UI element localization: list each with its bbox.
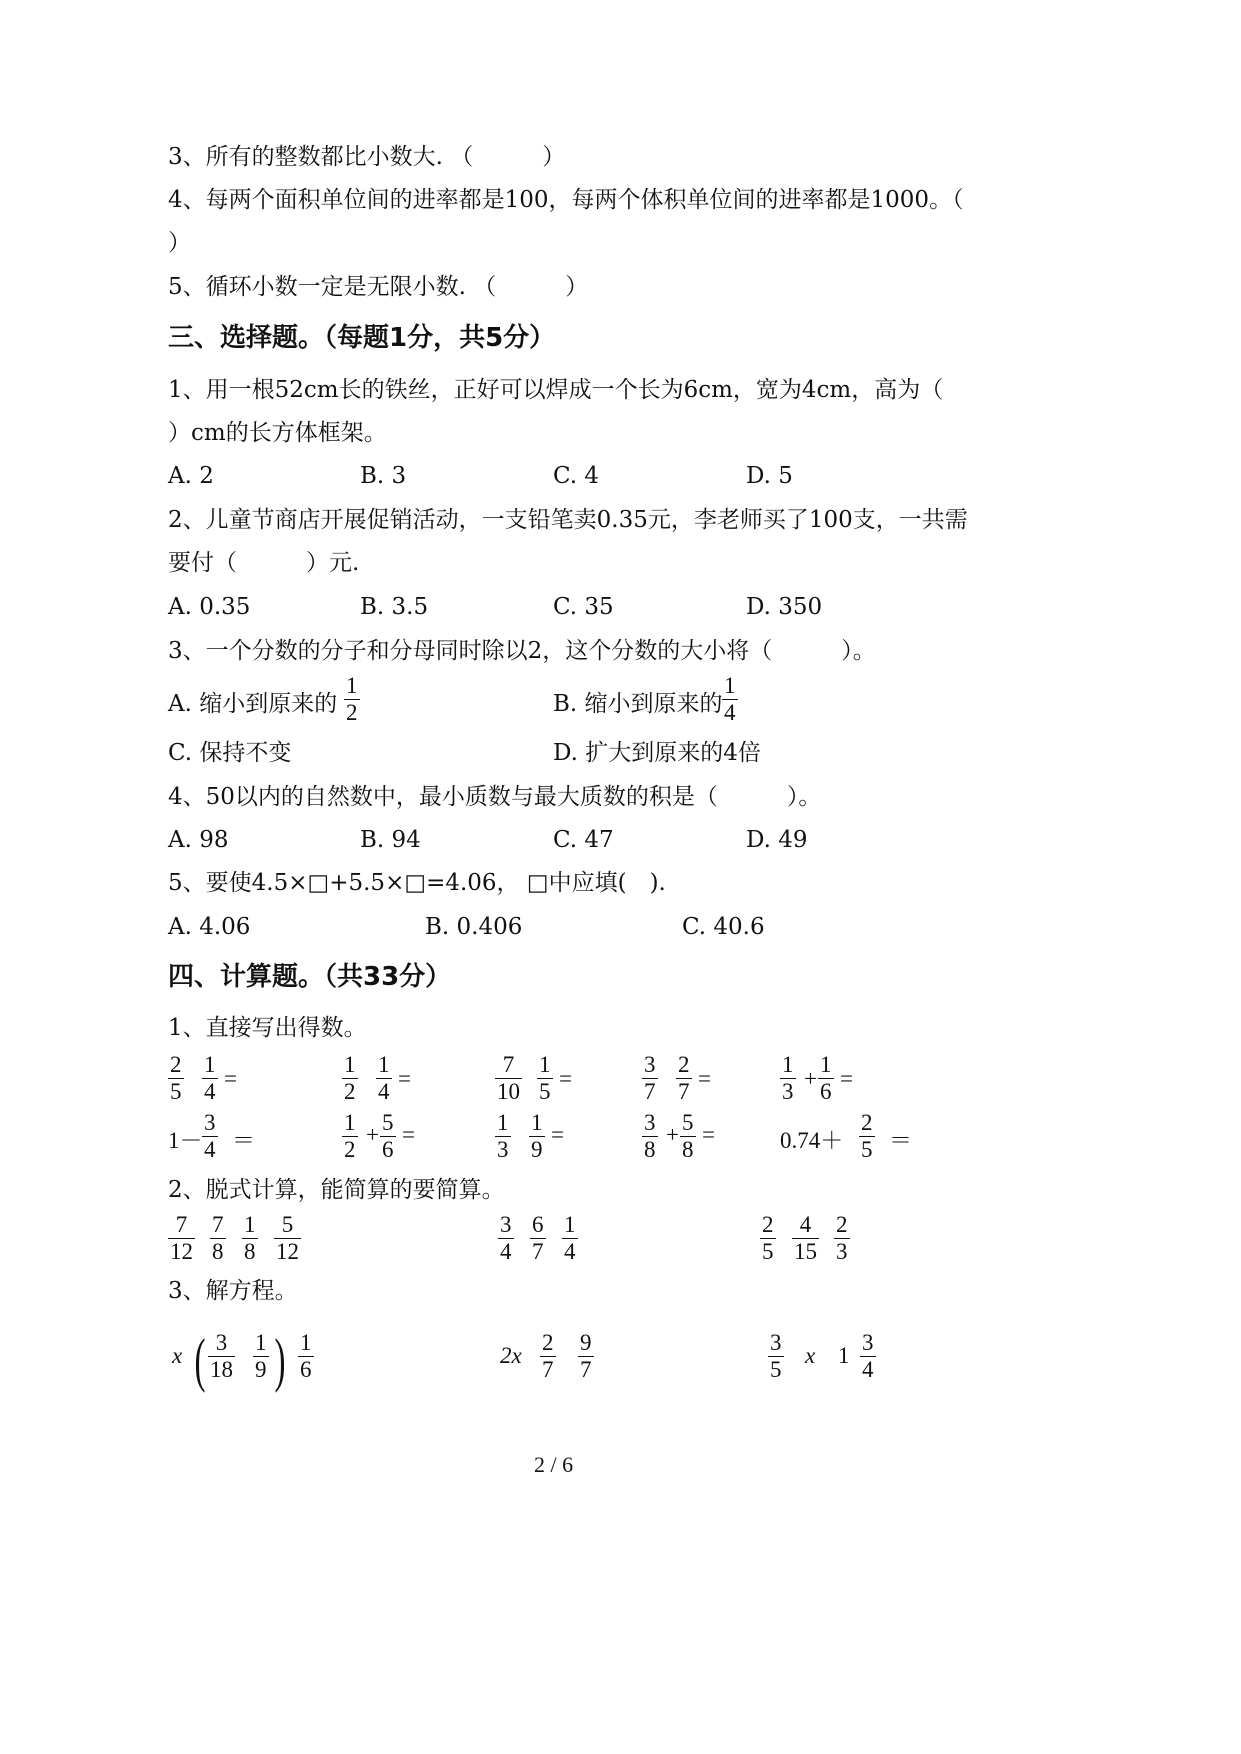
fraction-denominator: 2 (346, 700, 358, 725)
calc-expression-3-fraction (834, 1212, 850, 1265)
fraction-denominator: 3 (836, 1239, 848, 1264)
fraction-denominator: 4 (724, 700, 736, 725)
fraction-denominator: 8 (244, 1239, 256, 1264)
choice-question-4: 4、50以内的自然数中，最小质数与最大质数的积是（ ）。 (168, 784, 822, 810)
equation-2-rhs (578, 1330, 594, 1383)
expression-fraction-2 (676, 1052, 692, 1105)
calc-question-2: 2、脱式计算，能简算的要简算。 (168, 1177, 505, 1203)
fraction-numerator: 3 (644, 1110, 656, 1135)
fraction-numerator: 2 (836, 1212, 848, 1237)
expression-operator: + (366, 1122, 379, 1147)
equation-3-rhs (860, 1330, 876, 1383)
fraction-denominator: 5 (762, 1239, 774, 1264)
expression-equals: = (551, 1122, 564, 1147)
fraction-numerator: 7 (212, 1212, 224, 1237)
fraction-denominator: 2 (344, 1137, 356, 1162)
fraction-denominator: 6 (820, 1079, 832, 1104)
fraction-numerator: 1 (378, 1052, 390, 1077)
left-paren-icon: ( (194, 1327, 206, 1393)
expression-fraction-1 (780, 1052, 796, 1105)
fraction-denominator: 5 (770, 1357, 782, 1382)
fraction-numerator: 4 (799, 1212, 812, 1237)
fraction-denominator: 8 (644, 1137, 656, 1162)
expression-fraction-1 (642, 1052, 658, 1105)
fraction-numerator: 5 (281, 1212, 294, 1237)
equation-3-variable: x (805, 1343, 816, 1368)
fraction-denominator: 5 (170, 1079, 182, 1104)
fraction-numerator: 3 (204, 1110, 216, 1135)
choice-2-option-a: A. 0.35 (168, 594, 251, 620)
calc-expression-1-fraction (242, 1212, 258, 1265)
fraction-numerator: 1 (255, 1330, 267, 1355)
fraction-numerator: 3 (215, 1330, 228, 1355)
choice-question-2-line1: 2、儿童节商店开展促销活动，一支铅笔卖0.35元，李老师买了100支，一共需 (168, 507, 968, 533)
fraction-numerator: 1 (244, 1212, 256, 1237)
expression-fraction-2 (818, 1052, 834, 1105)
calc-expression-3-fraction (792, 1212, 819, 1265)
judge-question-4-line1: 4、每两个面积单位间的进率都是100，每两个体积单位间的进率都是1000。（ (168, 187, 964, 213)
calc-question-3: 3、解方程。 (168, 1278, 298, 1304)
choice-3-option-d: D. 扩大到原来的4倍 (553, 740, 761, 766)
fraction-denominator: 8 (212, 1239, 224, 1264)
calc-expression-2-fraction (562, 1212, 578, 1265)
choice-2-option-b: B. 3.5 (360, 594, 429, 620)
fraction-numerator: 5 (682, 1110, 694, 1135)
choice-3-option-a-fraction (344, 673, 360, 726)
judge-question-3: 3、所有的整数都比小数大. （ ） (168, 144, 566, 170)
fraction-denominator: 7 (532, 1239, 544, 1264)
fraction-numerator: 6 (532, 1212, 544, 1237)
fraction-numerator: 9 (580, 1330, 592, 1355)
right-paren-icon: ) (274, 1327, 286, 1393)
equation-1-rhs (298, 1330, 314, 1383)
choice-3-option-a: A. 缩小到原来的 (168, 691, 338, 717)
fraction-numerator: 1 (724, 673, 736, 698)
fraction-denominator: 12 (170, 1239, 193, 1264)
fraction-denominator: 15 (794, 1239, 817, 1264)
calc-expression-1-fraction (274, 1212, 301, 1265)
fraction-numerator: 1 (531, 1110, 543, 1135)
fraction-numerator: 1 (782, 1052, 794, 1077)
expression-fraction-1 (859, 1110, 875, 1163)
expression-equals: = (702, 1122, 715, 1147)
expression-equals: = (224, 1066, 237, 1091)
expression-equals: = (698, 1066, 711, 1091)
calc-expression-1-fraction (210, 1212, 226, 1265)
equation-3-fraction (768, 1330, 784, 1383)
page-number: 2 / 6 (534, 1452, 574, 1477)
calc-question-1: 1、直接写出得数。 (168, 1015, 367, 1041)
choice-question-1-line1: 1、用一根52cm长的铁丝，正好可以焊成一个长为6cm，宽为4cm，高为（ (168, 377, 944, 403)
expression-fraction-1 (168, 1052, 184, 1105)
expression-fraction-2 (202, 1052, 218, 1105)
expression-fraction-1 (342, 1052, 358, 1105)
choice-4-option-b: B. 94 (360, 827, 421, 853)
expression-fraction-1 (495, 1110, 511, 1163)
fraction-numerator: 7 (502, 1052, 515, 1077)
fraction-numerator: 2 (170, 1052, 182, 1077)
expression-fraction-2 (537, 1052, 553, 1105)
fraction-denominator: 7 (580, 1357, 592, 1382)
expression-prefix: 0.74＋ (780, 1128, 844, 1153)
section-3-title: 三、选择题。（每题1分，共5分） (168, 323, 556, 353)
expression-prefix: 1－ (168, 1128, 203, 1153)
fraction-numerator: 2 (861, 1110, 873, 1135)
choice-4-option-d: D. 49 (746, 827, 808, 853)
fraction-numerator: 1 (344, 1052, 356, 1077)
fraction-denominator: 6 (382, 1137, 394, 1162)
fraction-denominator: 6 (300, 1357, 312, 1382)
choice-5-option-c: C. 40.6 (682, 914, 765, 940)
fraction-numerator: 2 (542, 1330, 554, 1355)
fraction-numerator: 3 (500, 1212, 512, 1237)
fraction-denominator: 9 (255, 1357, 267, 1382)
fraction-numerator: 3 (862, 1330, 874, 1355)
calc-expression-3-fraction (760, 1212, 776, 1265)
fraction-denominator: 4 (204, 1079, 216, 1104)
expression-operator: + (666, 1122, 679, 1147)
fraction-numerator: 3 (770, 1330, 782, 1355)
fraction-numerator: 3 (644, 1052, 656, 1077)
choice-5-option-a: A. 4.06 (168, 914, 251, 940)
fraction-denominator: 3 (497, 1137, 509, 1162)
choice-2-option-d: D. 350 (746, 594, 823, 620)
expression-fraction-1 (342, 1110, 358, 1163)
choice-3-option-c: C. 保持不变 (168, 740, 292, 766)
choice-1-option-a: A. 2 (168, 463, 214, 489)
fraction-numerator: 1 (539, 1052, 551, 1077)
fraction-numerator: 1 (344, 1110, 356, 1135)
expression-equals: = (398, 1066, 411, 1091)
choice-1-option-d: D. 5 (746, 463, 793, 489)
expression-fraction-2 (529, 1110, 545, 1163)
fraction-denominator: 4 (378, 1079, 390, 1104)
choice-1-option-c: C. 4 (553, 463, 600, 489)
fraction-denominator: 2 (344, 1079, 356, 1104)
choice-5-option-b: B. 0.406 (425, 914, 523, 940)
equation-3-constant: 1 (838, 1343, 850, 1368)
choice-question-5: 5、要使4.5×□+5.5×□=4.06， □中应填( ). (168, 870, 666, 896)
fraction-denominator: 3 (782, 1079, 794, 1104)
choice-1-option-b: B. 3 (360, 463, 407, 489)
expression-fraction-2 (680, 1110, 696, 1163)
fraction-numerator: 7 (175, 1212, 188, 1237)
equation-1-variable: x (172, 1343, 183, 1368)
calc-expression-2-fraction (530, 1212, 546, 1265)
fraction-denominator: 4 (862, 1357, 874, 1382)
expression-equals: ＝ (232, 1128, 255, 1153)
expression-operator: + (804, 1066, 817, 1091)
judge-question-4-line2: ） (168, 230, 191, 256)
fraction-denominator: 4 (564, 1239, 576, 1264)
fraction-numerator: 2 (678, 1052, 690, 1077)
calc-expression-1-fraction (168, 1212, 195, 1265)
fraction-numerator: 1 (564, 1212, 576, 1237)
judge-question-5: 5、循环小数一定是无限小数. （ ） (168, 274, 589, 300)
choice-question-3: 3、一个分数的分子和分母同时除以2，这个分数的大小将（ ）。 (168, 638, 876, 664)
fraction-denominator: 18 (210, 1357, 233, 1382)
fraction-denominator: 4 (500, 1239, 512, 1264)
choice-3-option-b: B. 缩小到原来的 (553, 691, 723, 717)
fraction-numerator: 5 (382, 1110, 394, 1135)
fraction-numerator: 2 (762, 1212, 774, 1237)
fraction-denominator: 7 (644, 1079, 656, 1104)
fraction-denominator: 4 (204, 1137, 216, 1162)
expression-fraction-2 (380, 1110, 396, 1163)
fraction-denominator: 8 (682, 1137, 694, 1162)
fraction-numerator: 1 (497, 1110, 509, 1135)
choice-3-option-b-fraction (722, 673, 738, 726)
equation-2-term: 2x (500, 1343, 522, 1368)
expression-fraction-1 (202, 1110, 218, 1163)
fraction-denominator: 7 (542, 1357, 554, 1382)
equation-1-fraction-1 (208, 1330, 235, 1383)
fraction-denominator: 7 (678, 1079, 690, 1104)
expression-fraction-1 (495, 1052, 522, 1105)
expression-fraction-1 (642, 1110, 658, 1163)
equation-1-fraction-2 (253, 1330, 269, 1383)
choice-2-option-c: C. 35 (553, 594, 614, 620)
fraction-denominator: 5 (861, 1137, 873, 1162)
fraction-numerator: 1 (300, 1330, 312, 1355)
expression-fraction-2 (376, 1052, 392, 1105)
choice-question-2-line2: 要付（ ）元. (168, 550, 360, 576)
fraction-denominator: 9 (531, 1137, 543, 1162)
expression-equals: ＝ (889, 1128, 912, 1153)
fraction-denominator: 10 (497, 1079, 520, 1104)
calc-expression-2-fraction (498, 1212, 514, 1265)
fraction-numerator: 1 (346, 673, 358, 698)
expression-equals: = (559, 1066, 572, 1091)
fraction-denominator: 5 (539, 1079, 551, 1104)
fraction-numerator: 1 (204, 1052, 216, 1077)
choice-4-option-c: C. 47 (553, 827, 614, 853)
fraction-denominator: 12 (276, 1239, 299, 1264)
equation-2-fraction (540, 1330, 556, 1383)
expression-equals: = (402, 1122, 415, 1147)
choice-4-option-a: A. 98 (168, 827, 229, 853)
choice-question-1-line2: ）cm的长方体框架。 (168, 420, 387, 446)
expression-equals: = (840, 1066, 853, 1091)
section-4-title: 四、计算题。（共33分） (168, 962, 452, 992)
fraction-numerator: 1 (820, 1052, 832, 1077)
